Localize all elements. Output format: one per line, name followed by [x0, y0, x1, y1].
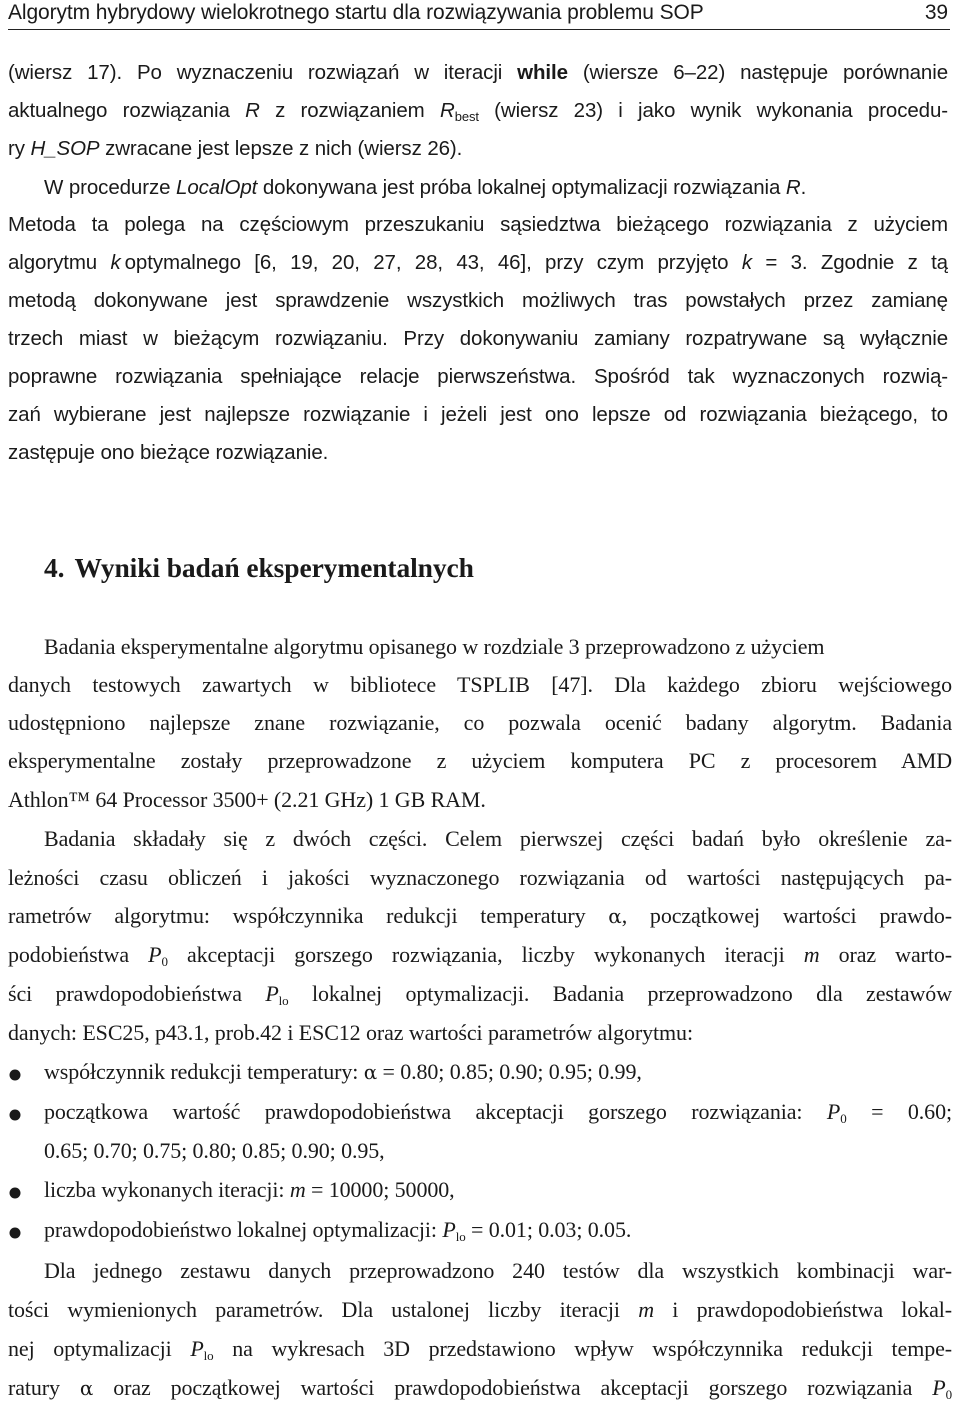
list-item-continuation: 0.65; 0.70; 0.75; 0.80; 0.85; 0.90; 0.95,: [44, 1138, 385, 1163]
text-line: danych testowych zawartych w bibliotece TSPLIB [47]. Dla każdego zbioru wejściowego: [8, 672, 952, 697]
section-heading: [44, 552, 474, 584]
list-item: początkowa wartość prawdopodobieństwa akceptacji gorszego rozwiązania: $P_0 = 0.60$;: [44, 1099, 952, 1126]
text-line: aktualnego rozwiązania R z rozwiązaniem $R_{best}$ (wiersz 23) i jako wynik wykonania procedu-: [8, 99, 948, 124]
page-number: 39: [924, 1, 948, 24]
text-line: Badania eksperymentalne algorytmu opisanego w rozdziale 3 przeprowadzono z użyciem: [44, 634, 825, 659]
section-number: 4.: [44, 552, 65, 583]
text-line: podobieństwa $P_0$ akceptacji gorszego rozwiązania, liczby wykonanych iteracji m oraz warto-: [8, 942, 953, 969]
text-line: danych: ESC25, p43.1, prob.42 i ESC12 oraz wartości parametrów algorytmu:: [8, 1020, 693, 1045]
text-line: zań wybierane jest najlepsze rozwiązanie i jeżeli jest ono lepsze od rozwiązania bieżącego, to: [8, 403, 948, 426]
bullet-icon: [8, 1226, 22, 1240]
text-line: Metoda ta polega na częściowym przeszukaniu sąsiedztwa bieżącego rozwiązania z użyciem: [8, 213, 948, 236]
text-line: ratury α oraz początkowej wartości prawdopodobieństwa akceptacji gorszego rozwiązania $P_0$: [8, 1375, 952, 1402]
text-line: eksperymentalne zostały przeprowadzone z użyciem komputera PC z procesorem AMD: [8, 748, 952, 773]
text-line: zastępuje ono bieżące rozwiązanie.: [8, 441, 329, 464]
section-title: Wyniki badań eksperymentalnych: [74, 552, 474, 583]
text-line: trzech miast w bieżącym rozwiązaniu. Przy dokonywaniu zamiany rozpatrywane są wyłącznie: [8, 327, 948, 350]
text-line: poprawne rozwiązania spełniające relacje pierwszeństwa. Spośród tak wyznaczonych rozwią-: [8, 365, 948, 388]
text-line: Dla jednego zestawu danych przeprowadzono 240 testów dla wszystkich kombinacji war-: [44, 1258, 952, 1283]
bullet-icon: [8, 1108, 22, 1122]
text-line: (wiersz 17). Po wyznaczeniu rozwiązań w iteracji while (wiersze 6–22) następuje porównanie: [8, 61, 948, 84]
text-line: W procedurze LocalOpt dokonywana jest próba lokalnej optymalizacji rozwiązania R.: [44, 176, 807, 199]
text-line: algorytmu k optymalnego [6, 19, 20, 27, 28, 43, 46], przy czym przyjęto k = 3. Zgodnie z tą: [8, 251, 948, 274]
text-line: tości wymienionych parametrów. Dla ustalonej liczby iteracji m i prawdopodobieństwa lokal-: [8, 1297, 953, 1322]
text-line: rametrów algorytmu: współczynnika redukcji temperatury α, początkowej wartości prawdo-: [8, 903, 952, 928]
text-line: metodą dokonywane jest sprawdzenie wszystkich możliwych tras powstałych przez zamianę: [8, 289, 948, 312]
bullet-icon: [8, 1068, 22, 1082]
text-line: ry H_SOP zwracane jest lepsze z nich (wiersz 26).: [8, 137, 463, 160]
bullet-icon: [8, 1186, 22, 1200]
text-line: leżności czasu obliczeń i jakości wyznaczonego rozwiązania od wartości następujących pa-: [8, 865, 952, 890]
text-line: Badania składały się z dwóch części. Celem pierwszej części badań było określenie za-: [44, 826, 952, 851]
text-line: nej optymalizacji $P_{lo}$ na wykresach 3D przedstawiono wpływ współczynnika redukcji tempe-: [8, 1336, 952, 1363]
list-item: współczynnik redukcji temperatury: α = 0.80; 0.85; 0.90; 0.95; 0.99,: [44, 1059, 642, 1084]
running-header: [8, 1, 950, 30]
text-line: Athlon™ 64 Processor 3500+ (2.21 GHz) 1 GB RAM.: [8, 787, 486, 812]
text-line: ści prawdopodobieństwa $P_{lo}$ lokalnej optymalizacji. Badania przeprowadzono dla zestawów: [8, 981, 952, 1008]
list-item: liczba wykonanych iteracji: m = 10000; 50000,: [44, 1177, 455, 1202]
running-header-title: Algorytm hybrydowy wielokrotnego startu dla rozwiązywania problemu SOP: [8, 1, 704, 24]
list-item: prawdopodobieństwo lokalnej optymalizacji: $P_{lo} = 0.01$; 0.03; 0.05.: [44, 1217, 632, 1244]
text-line: udostępniono najlepsze znane rozwiązanie, co pozwala ocenić badany algorytm. Badania: [8, 710, 952, 735]
